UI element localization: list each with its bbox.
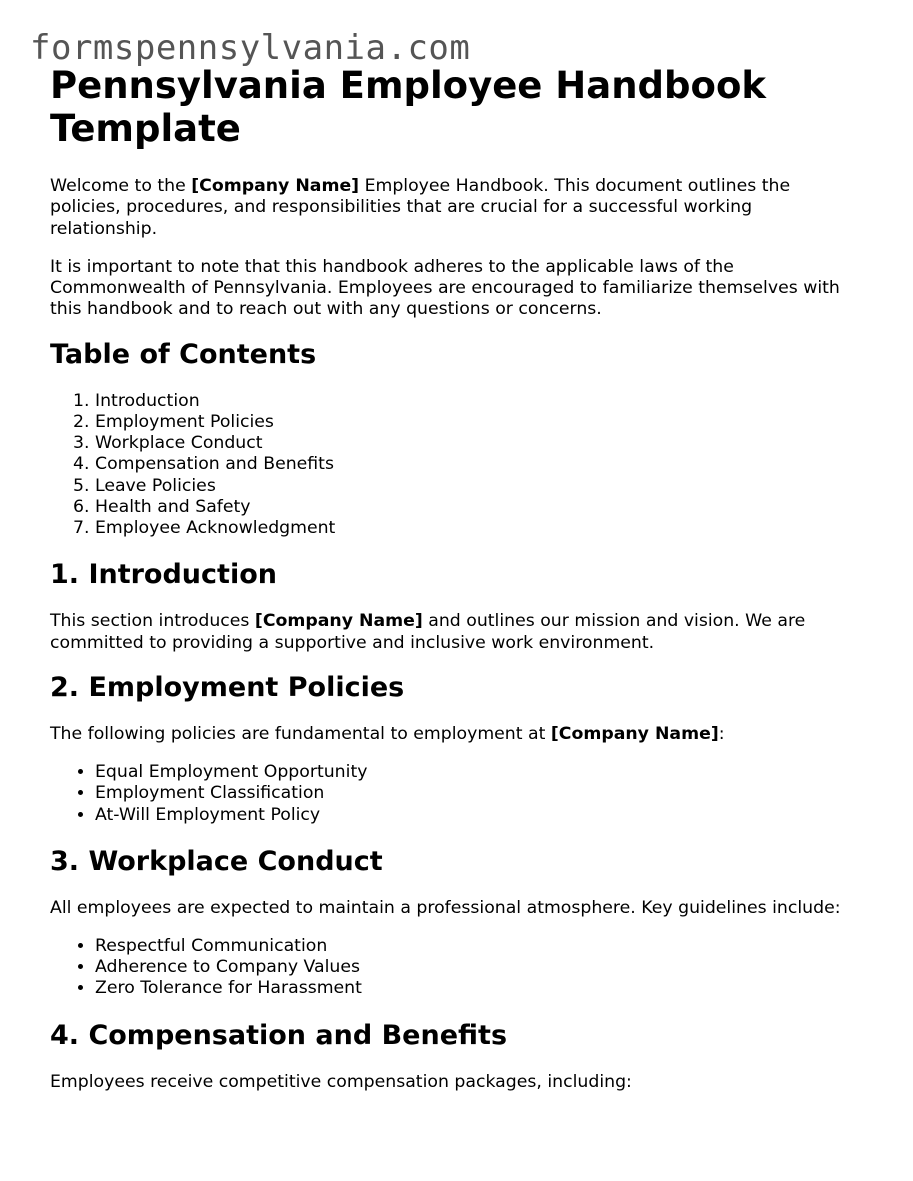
section-2-heading: 2. Employment Policies	[50, 671, 405, 703]
toc-item: 5. Leave Policies	[95, 476, 850, 497]
toc-item: 1. Introduction	[95, 391, 850, 412]
section-3-text: All employees are expected to maintain a professional atmosphere. Key guidelines include:	[50, 897, 841, 918]
intro-paragraph-2: It is important to note that this handbook adheres to the applicable laws of the Commonwealth of Pennsylvania. Employees are encouraged to familiarize themselves with this handbook and to reach out with any questions or concerns.	[50, 256, 840, 320]
company-name-placeholder: [Company Name]	[191, 176, 360, 196]
toc-heading: Table of Contents	[50, 338, 317, 370]
toc-item: 4. Compensation and Benefits	[95, 454, 850, 475]
section-2-list	[50, 762, 850, 826]
document-body	[50, 64, 850, 1110]
section-3-heading: 3. Workplace Conduct	[50, 845, 383, 877]
section-3-list	[50, 936, 850, 1000]
toc-item: 3. Workplace Conduct	[95, 433, 850, 454]
list-item: • Employment Classification	[95, 783, 850, 804]
company-name-placeholder: [Company Name]	[254, 611, 423, 632]
toc-item: 2. Employment Policies	[95, 412, 850, 433]
toc-item: 7. Employee Acknowledgment	[95, 518, 850, 539]
section-4-heading: 4. Compensation and Benefits	[50, 1019, 508, 1051]
section-4-text: Employees receive competitive compensation packages, including:	[50, 1071, 632, 1092]
list-item: • At-Will Employment Policy	[95, 805, 850, 826]
toc-item: 6. Health and Safety	[95, 497, 850, 518]
section-2-text: The following policies are fundamental to employment at [Company Name]:	[50, 723, 725, 744]
intro-paragraph-1: Welcome to the [Company Name] Employee Handbook. This document outlines the policies, procedures, and responsibilities that are crucial for a successful working relationship.	[50, 176, 791, 239]
list-item: • Equal Employment Opportunity	[95, 762, 850, 783]
company-name-placeholder: [Company Name]	[550, 723, 719, 744]
list-item: • Respectful Communication	[95, 936, 850, 957]
section-1-heading: 1. Introduction	[50, 559, 277, 591]
toc-list	[50, 391, 850, 539]
list-item: • Zero Tolerance for Harassment	[95, 978, 850, 999]
section-1-text: This section introduces [Company Name] and outlines our mission and vision. We are committed to providing a supportive and inclusive work environment.	[50, 611, 806, 653]
site-watermark: formspennsylvania.com	[30, 28, 471, 68]
page-title: Pennsylvania Employee Handbook Template	[50, 64, 766, 150]
list-item: • Adherence to Company Values	[95, 957, 850, 978]
